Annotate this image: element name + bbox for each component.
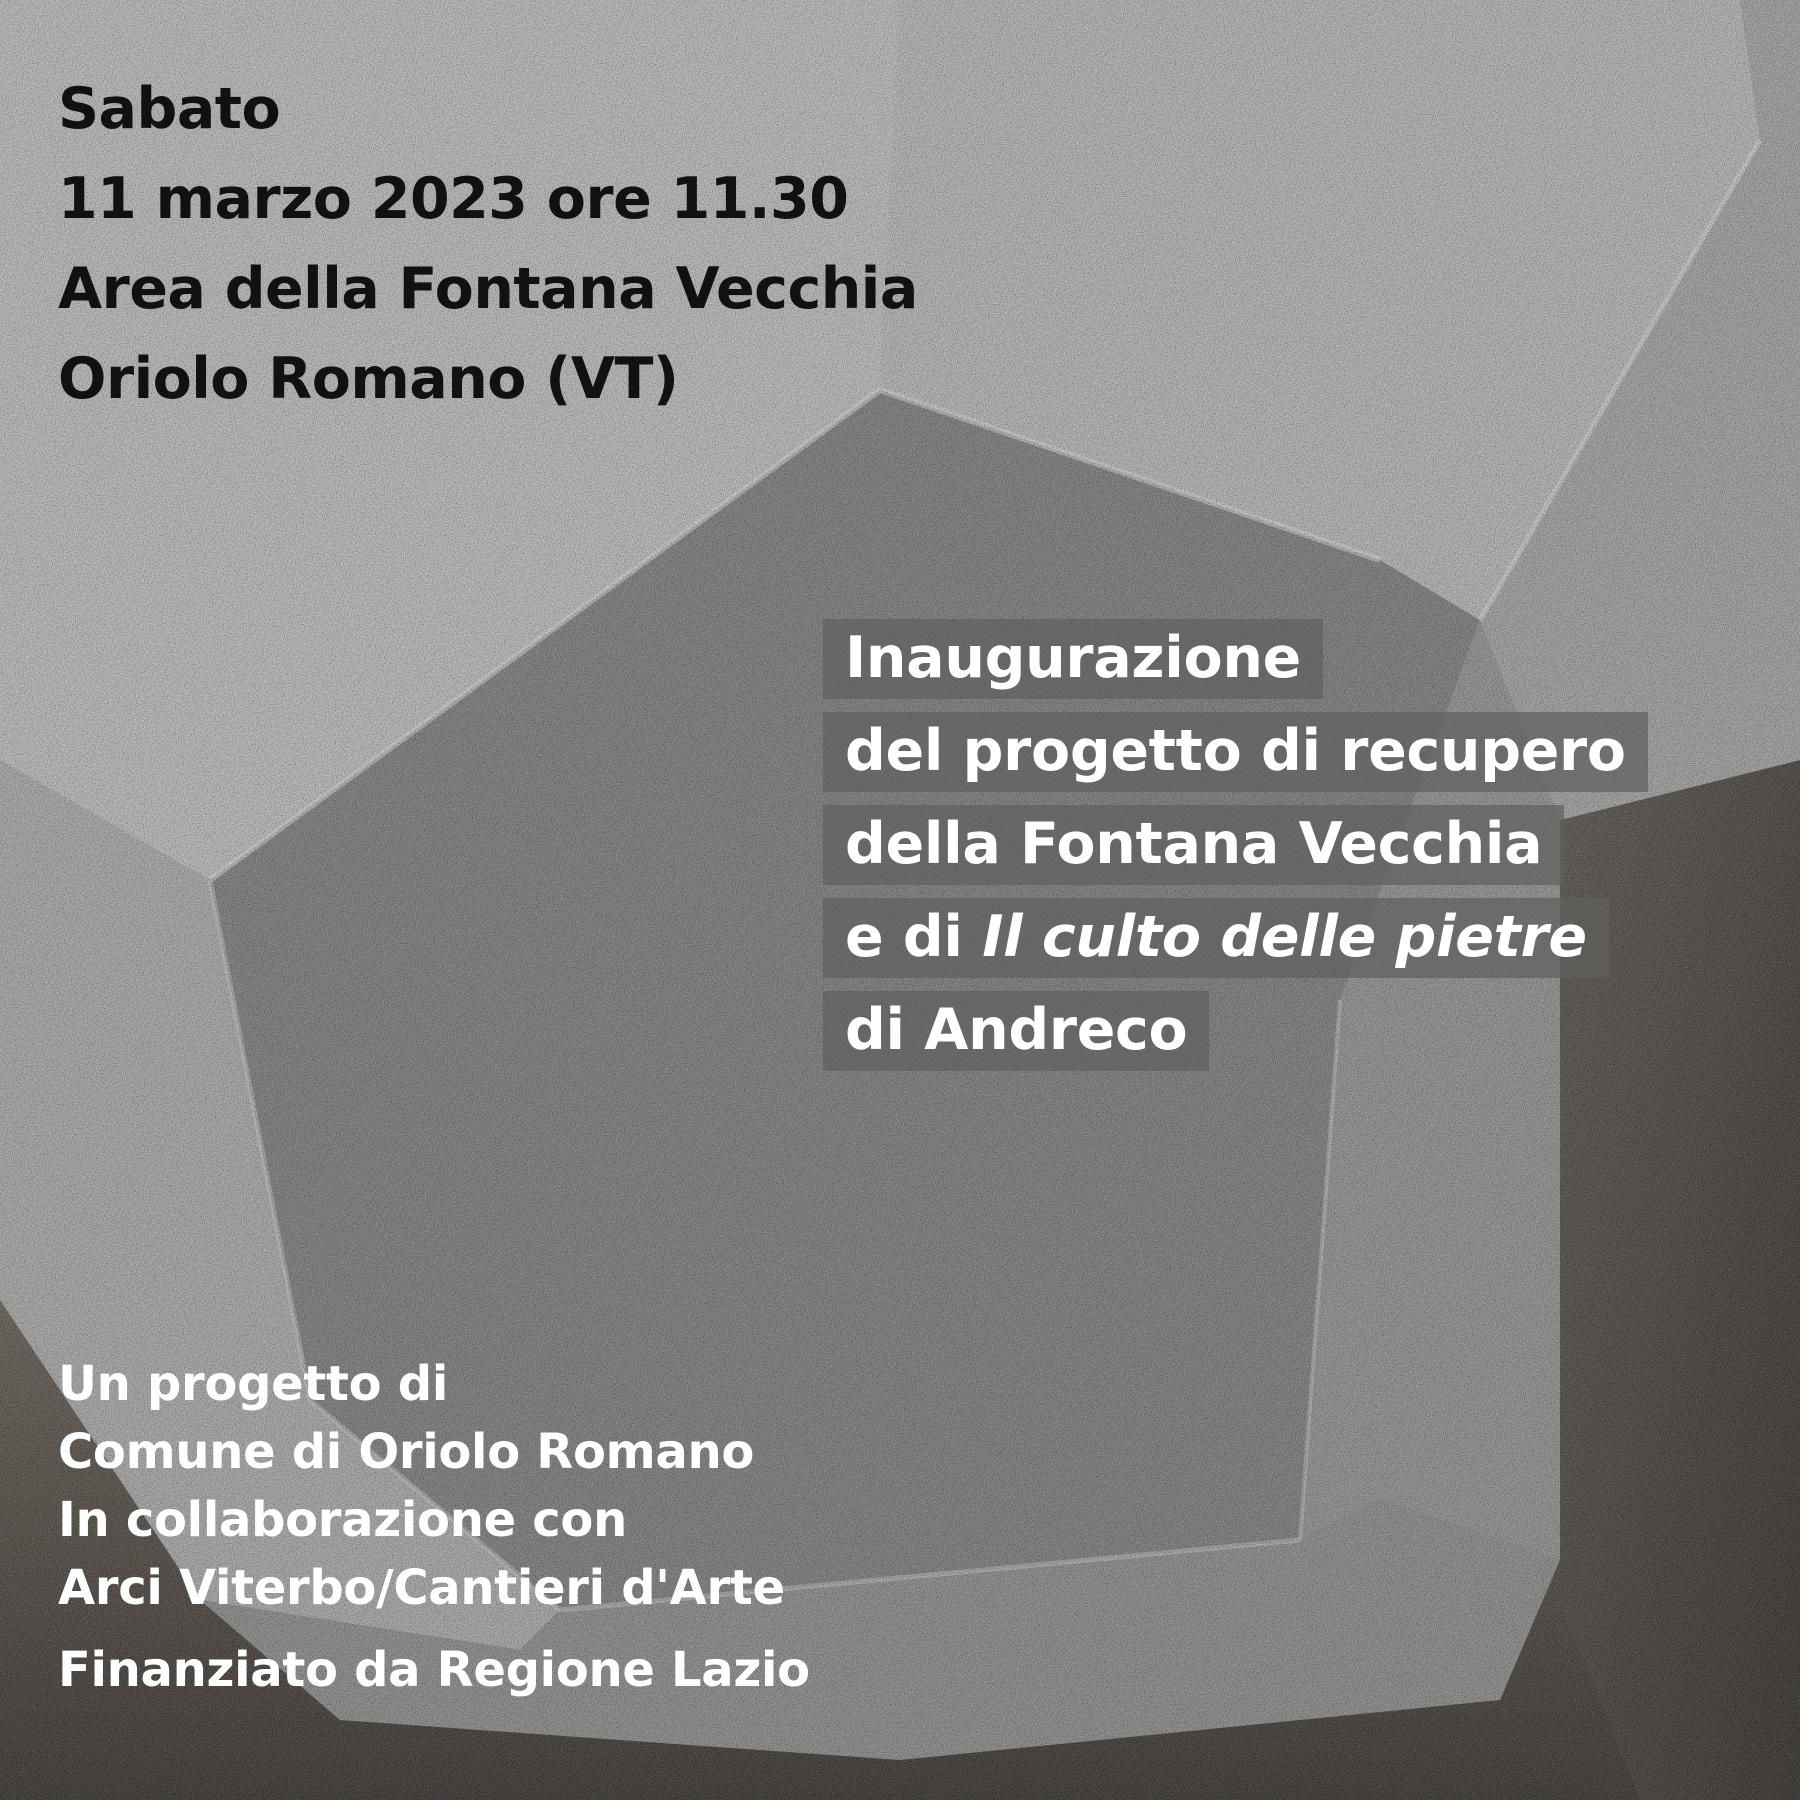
event-title	[845, 612, 1648, 1077]
event-datetime: 11 marzo 2023 ore 11.30	[58, 166, 849, 232]
credits	[58, 1350, 810, 1704]
title-line-1	[845, 612, 1648, 705]
artwork-title: Il culto delle pietre	[982, 904, 1587, 970]
title-line-4-text	[823, 898, 1609, 978]
event-day: Sabato	[58, 76, 281, 142]
title-line-2-text: del progetto di recupero	[823, 712, 1648, 792]
credits-collaborator: Arci Viterbo/Cantieri d'Arte	[58, 1560, 785, 1616]
title-line-4	[845, 891, 1648, 984]
credits-collaboration-label: In collaborazione con	[58, 1492, 627, 1548]
title-line-2	[845, 705, 1648, 798]
event-info	[58, 64, 918, 424]
event-venue: Area della Fontana Vecchia	[58, 256, 918, 322]
credits-organizer: Comune di Oriolo Romano	[58, 1424, 754, 1480]
title-line-5	[845, 984, 1648, 1077]
title-line-3-text: della Fontana Vecchia	[823, 805, 1564, 885]
credits-project-by-label: Un progetto di	[58, 1356, 448, 1412]
title-line-5-text: di Andreco	[823, 991, 1209, 1071]
title-line-3	[845, 798, 1648, 891]
title-line-4-prefix: e di	[845, 904, 983, 970]
event-town: Oriolo Romano (VT)	[58, 346, 679, 412]
credits-funded-by: Finanziato da Regione Lazio	[58, 1642, 810, 1698]
title-line-1-text: Inaugurazione	[823, 619, 1323, 699]
